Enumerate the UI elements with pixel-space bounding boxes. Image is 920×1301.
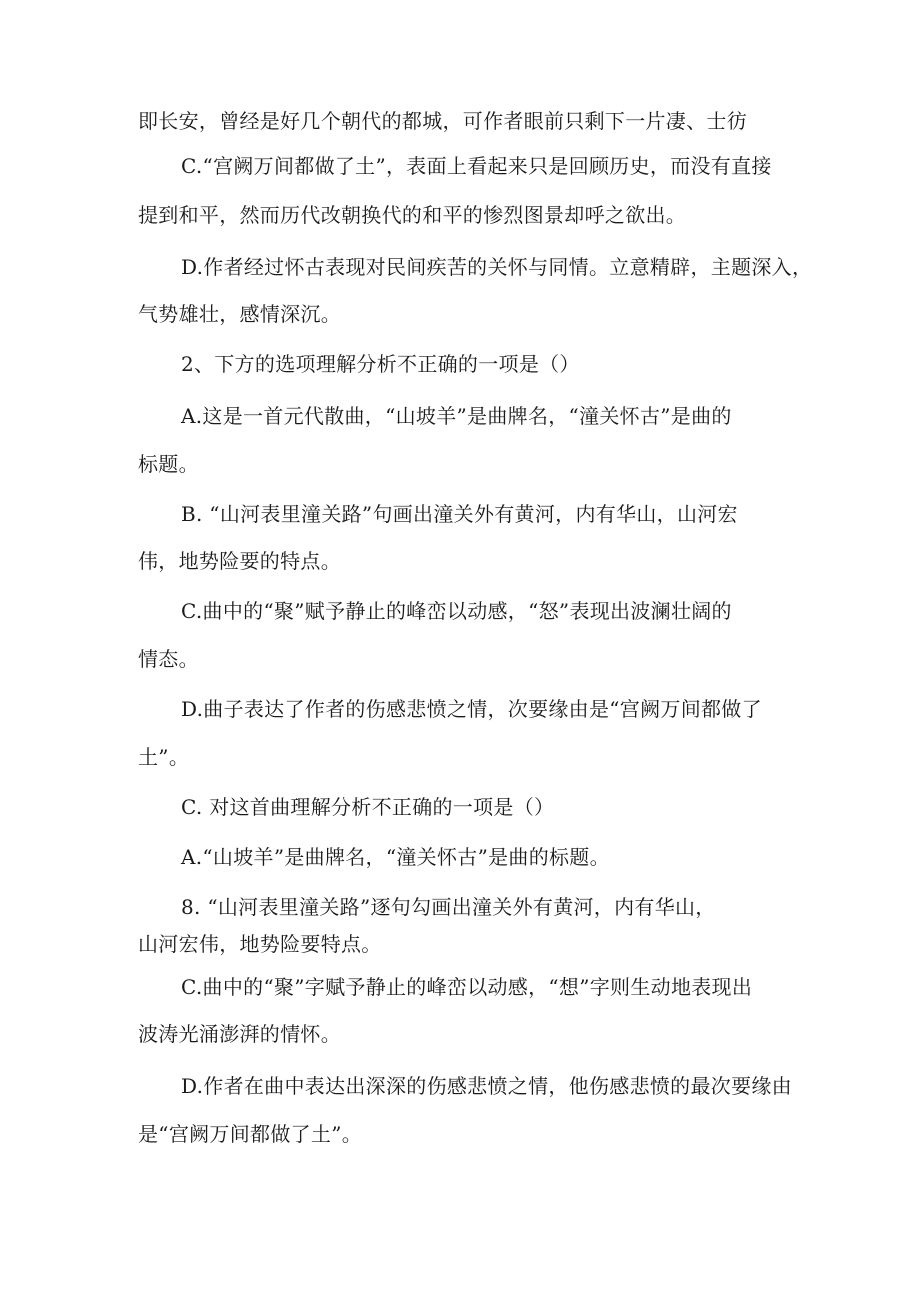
text-line: 提到和平，然而历代改朝换代的和平的惨烈图景却呼之欲出。	[138, 203, 687, 227]
option-8-text: 8. “山河表里潼关路”逐句勾画出潼关外有黄河，内有华山，	[181, 895, 716, 919]
option-d-text: D.曲子表达了作者的伤感悲愤之情，次要缘由是“宫阙万间都做了	[181, 697, 762, 721]
option-b-text: B. “山河表里潼关路”句画出潼关外有黄河，内有华山，山河宏	[181, 502, 738, 526]
option-d-text: D.作者在曲中表达出深深的伤感悲愤之情，他伤感悲愤的最次要缘由	[181, 1074, 792, 1098]
question-2-title: 2、下方的选项理解分析不正确的一项是（）	[181, 352, 580, 376]
option-c-text: C.“宫阙万间都做了土”，表面上看起来只是回顾历史，而没有直接	[181, 154, 772, 178]
text-line: 波涛光涌澎湃的情怀。	[138, 1022, 341, 1046]
text-line: 标题。	[138, 452, 199, 476]
option-d-text: D.作者经过怀古表现对民间疾苦的关怀与同情。立意精辟，主题深入，	[181, 255, 813, 279]
text-line: 是“宫阙万间都做了土”。	[138, 1122, 363, 1146]
text-line: 伟，地势险要的特点。	[138, 549, 341, 573]
option-a-text: A.“山坡羊”是曲牌名，“潼关怀古”是曲的标题。	[181, 845, 610, 869]
option-a-text: A.这是一首元代散曲，“山坡羊”是曲牌名，“潼关怀古”是曲的	[181, 404, 732, 428]
text-line: 山河宏伟，地势险要特点。	[138, 932, 382, 956]
option-c-text: C.曲中的“聚”赋予静止的峰峦以动感，“怒”表现出波澜壮阔的	[181, 599, 732, 623]
text-line: 情态。	[138, 647, 199, 671]
text-line: 土”。	[138, 745, 190, 769]
question-c-title: C. 对这首曲理解分析不正确的一项是（）	[181, 795, 555, 819]
text-line: 气势雄壮，感情深沉。	[138, 302, 341, 326]
text-line: 即长安，曾经是好几个朝代的都城，可作者眼前只剩下一片凄、士彷	[138, 109, 747, 133]
option-c-text: C.曲中的“聚”字赋予静止的峰峦以动感，“想”字则生动地表现出	[181, 975, 753, 999]
